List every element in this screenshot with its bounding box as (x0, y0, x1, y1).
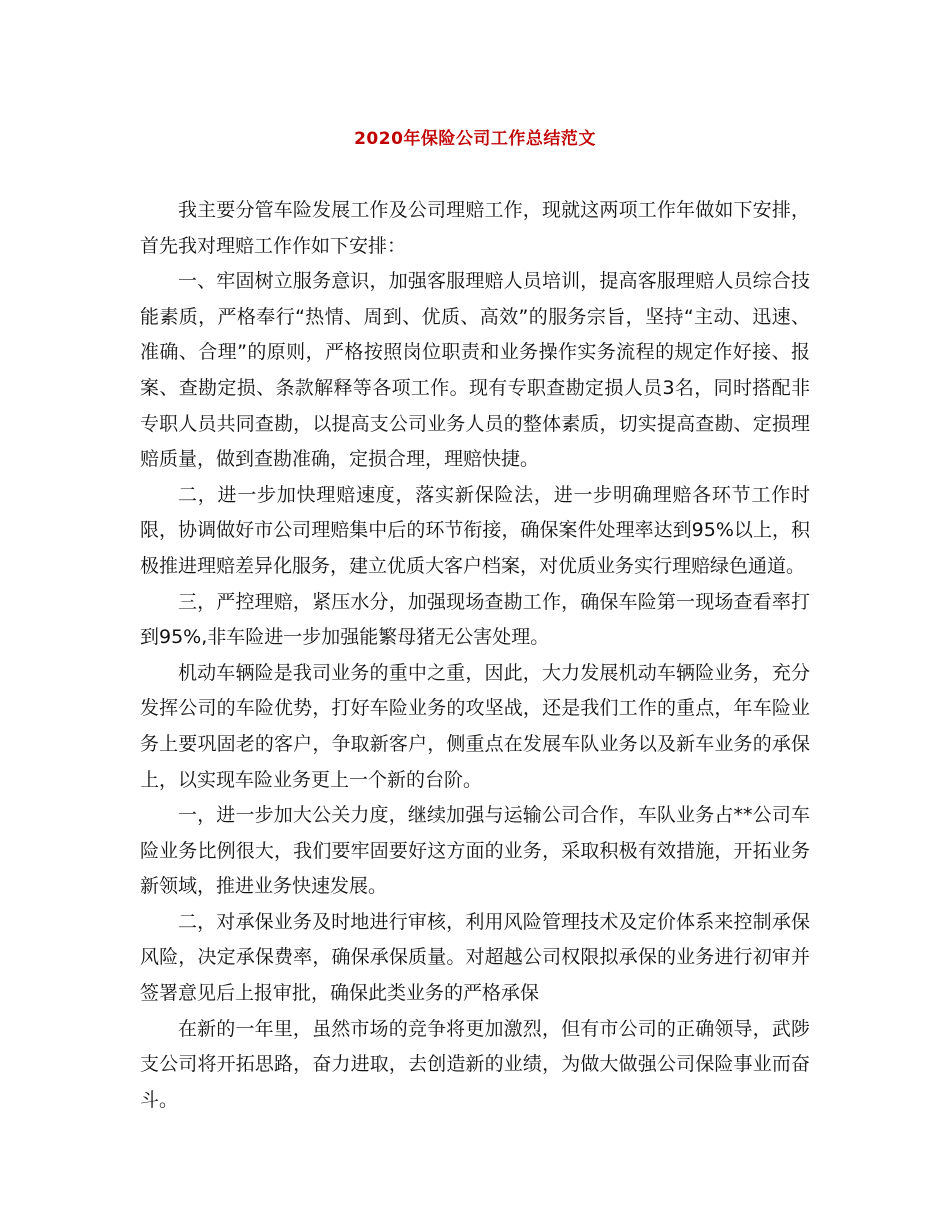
paragraph: 一，进一步加大公关力度，继续加强与运输公司合作，车队业务占**公司车险业务比例很大，我们要牢固要好这方面的业务，采取积极有效措施，开拓业务新领域，推进业务快速发展。 (140, 804, 810, 898)
paragraph: 我主要分管车险发展工作及公司理赔工作，现就这两项工作年做如下安排，首先我对理赔工作作如下安排： (140, 199, 810, 257)
paragraph: 在新的一年里，虽然市场的竞争将更加激烈，但有市公司的正确领导，武陟支公司将开拓思路，奋力进取，去创造新的业绩，为做大做强公司保险事业而奋斗。 (140, 1017, 810, 1111)
paragraph: 机动车辆险是我司业务的重中之重，因此，大力发展机动车辆险业务，充分发挥公司的车险优势，打好车险业务的攻坚战，还是我们工作的重点，年车险业务上要巩固老的客户，争取新客户，侧重点在发展车队业务以及新车业务的承保上，以实现车险业务更上一个新的台阶。 (140, 661, 810, 791)
paragraph: 二，进一步加快理赔速度，落实新保险法，进一步明确理赔各环节工作时限，协调做好市公司理赔集中后的环节衔接，确保案件处理率达到95%以上，积极推进理赔差异化服务，建立优质大客户档案，对优质业务实行理赔绿色通道。 (140, 483, 810, 577)
document-title: 2020年保险公司工作总结范文 (354, 129, 596, 149)
paragraph: 三，严控理赔，紧压水分，加强现场查勘工作，确保车险第一现场查看率打到95%,非车险进一步加强能繁母猪无公害处理。 (140, 590, 810, 649)
paragraph: 一、牢固树立服务意识，加强客服理赔人员培训，提高客服理赔人员综合技能素质，严格奉行“热情、周到、优质、高效”的服务宗旨，坚持“主动、迅速、准确、合理”的原则，严格按照岗位职责和业务操作实务流程的规定作好接、报案、查勘定损、条款解释等各项工作。现有专职查勘定损人员3名，同时搭配非专职人员共同查勘，以提高支公司业务人员的整体素质，切实提高查勘、定损理赔质量，做到查勘准确，定损合理，理赔快捷。 (140, 270, 810, 471)
document-body (140, 193, 810, 1118)
paragraph: 二，对承保业务及时地进行审核，利用风险管理技术及定价体系来控制承保风险，决定承保费率，确保承保质量。对超越公司权限拟承保的业务进行初审并签署意见后上报审批，确保此类业务的严格承保 (140, 910, 810, 1005)
